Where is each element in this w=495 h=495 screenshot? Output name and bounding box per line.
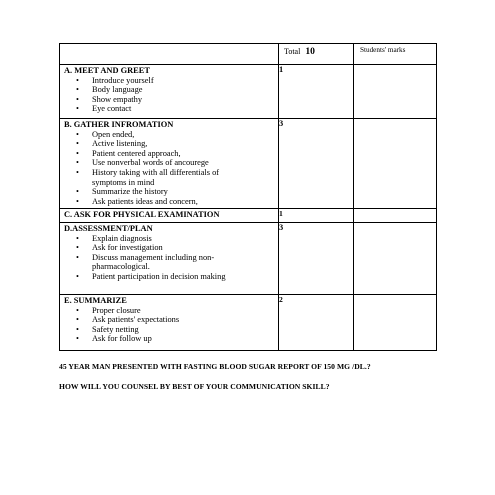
section-a-cell	[60, 65, 279, 119]
list-item: • Show empathy	[92, 95, 278, 105]
section-row-d	[60, 223, 437, 295]
section-b-list	[60, 130, 278, 207]
list-item: • Summarize the history	[92, 187, 248, 197]
section-b-student-marks[interactable]	[354, 119, 437, 209]
section-a-student-marks[interactable]	[354, 65, 437, 119]
section-c-cell	[60, 209, 279, 223]
section-a-title: A. MEET AND GREET	[64, 66, 150, 75]
list-item: • Open ended,	[92, 130, 248, 140]
students-marks-header: Students' marks	[354, 44, 437, 65]
section-d-cell	[60, 223, 279, 295]
list-item: • Body language	[92, 85, 278, 95]
section-e-title: E. SUMMARIZE	[64, 296, 127, 305]
section-row-a	[60, 65, 437, 119]
list-item: • Ask for follow up	[92, 334, 278, 344]
list-item: • Ask patients ideas and concern,	[92, 197, 248, 207]
section-c-title: C. ASK FOR PHYSICAL EXAMINATION	[64, 210, 220, 219]
header-row	[60, 44, 437, 65]
list-item: • Discuss management including non-pharmacological.	[92, 253, 260, 272]
section-a-list	[60, 76, 278, 114]
list-item: • Patient centered approach,	[92, 149, 248, 159]
rubric-table	[59, 43, 437, 351]
list-item: • Introduce yourself	[92, 76, 278, 86]
section-e-cell	[60, 295, 279, 351]
section-c-marks: 1	[279, 209, 354, 223]
list-item: • History taking with all differentials of symptoms in mind	[92, 168, 248, 187]
section-b-title: B. GATHER INFROMATION	[64, 120, 174, 129]
header-blank-cell	[60, 44, 279, 65]
section-d-list	[60, 234, 278, 282]
section-row-b	[60, 119, 437, 209]
list-item: • Use nonverbal words of ancourege	[92, 158, 248, 168]
section-row-c	[60, 209, 437, 223]
section-d-student-marks[interactable]	[354, 223, 437, 295]
section-c-student-marks[interactable]	[354, 209, 437, 223]
section-d-title: D.ASSESSMENT/PLAN	[64, 224, 153, 233]
question-line-1: 45 YEAR MAN PRESENTED WITH FASTING BLOOD SUGAR REPORT OF 150 MG /DL.?	[59, 362, 371, 371]
total-label: Total	[284, 47, 301, 56]
list-item: • Patient participation in decision making	[92, 272, 260, 282]
list-item: • Eye contact	[92, 104, 278, 114]
section-a-marks: 1	[279, 65, 354, 119]
section-e-list	[60, 306, 278, 344]
section-e-marks: 2	[279, 295, 354, 351]
section-e-student-marks[interactable]	[354, 295, 437, 351]
question-line-2: HOW WILL YOU COUNSEL BY BEST OF YOUR COMMUNICATION SKILL?	[59, 382, 330, 391]
section-b-marks: 3	[279, 119, 354, 209]
list-item: • Ask for investigation	[92, 243, 260, 253]
total-value: 10	[305, 46, 315, 57]
list-item: • Ask patients' expectations	[92, 315, 278, 325]
list-item: • Proper closure	[92, 306, 278, 316]
section-row-e	[60, 295, 437, 351]
list-item: • Safety netting	[92, 325, 278, 335]
section-b-cell	[60, 119, 279, 209]
list-item: • Explain diagnosis	[92, 234, 260, 244]
section-d-marks: 3	[279, 223, 354, 295]
total-cell	[279, 44, 354, 65]
list-item: • Active listening,	[92, 139, 248, 149]
